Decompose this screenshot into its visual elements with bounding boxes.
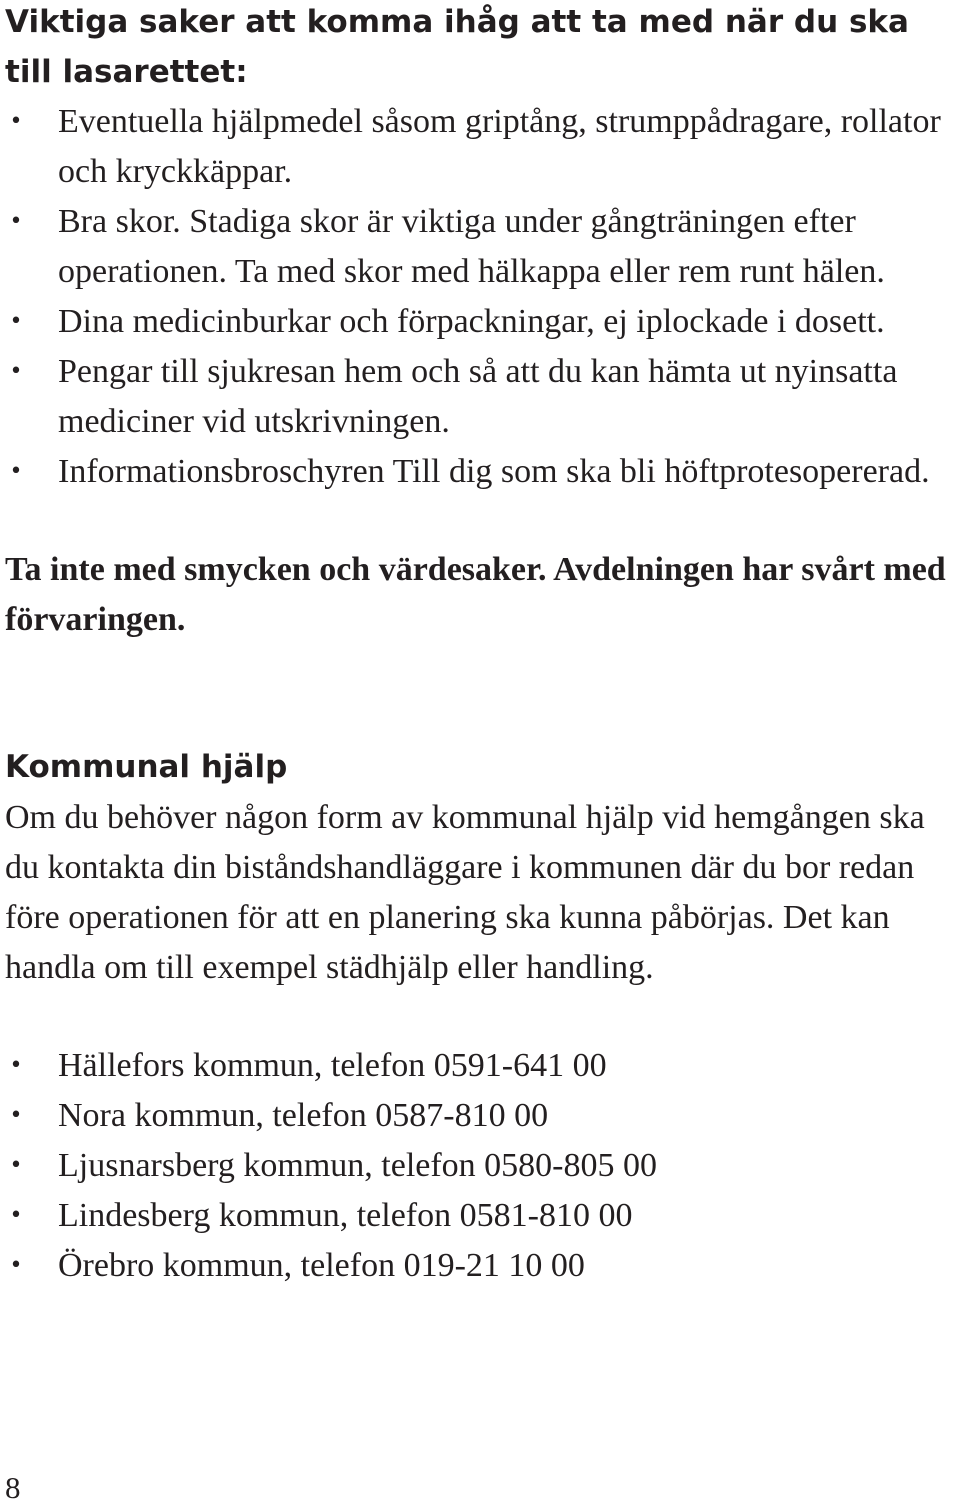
contact-text: Nora kommun, telefon 0587-810 00 <box>58 1097 549 1134</box>
list-item-text: Eventuella hjälpmedel såsom griptång, strumppådragare, rollator och kryckkäppar. <box>58 103 941 190</box>
contact-text: Örebro kommun, telefon 019-21 10 00 <box>58 1247 585 1284</box>
list-item <box>0 1091 960 1141</box>
packing-title: Viktiga saker att komma ihåg att ta med när du ska till lasarettet: <box>5 4 909 90</box>
bullet-icon: • <box>9 1253 23 1278</box>
contact-text: Ljusnarsberg kommun, telefon 0580-805 00 <box>58 1147 658 1184</box>
bullet-icon: • <box>9 1203 23 1228</box>
municipality-contact-list <box>0 1041 960 1291</box>
list-item-text: Bra skor. Stadiga skor är viktiga under gångträningen efter operationen. Ta med skor med hälkappa eller rem runt hälen. <box>58 203 885 290</box>
bullet-icon: • <box>9 459 23 484</box>
list-item <box>0 197 960 297</box>
list-item-text: Informationsbroschyren Till dig som ska bli höftprotesopererad. <box>58 453 930 490</box>
list-item <box>0 447 960 497</box>
list-item <box>0 297 960 347</box>
bullet-icon: • <box>9 1103 23 1128</box>
contact-text: Hällefors kommun, telefon 0591-641 00 <box>58 1047 607 1084</box>
list-item <box>0 347 960 447</box>
list-item <box>0 1141 960 1191</box>
contact-text: Lindesberg kommun, telefon 0581-810 00 <box>58 1197 633 1234</box>
packing-list <box>0 97 960 497</box>
page-number: 8 <box>5 1470 21 1505</box>
valuables-warning: Ta inte med smycken och värdesaker. Avdelningen har svårt med förvaringen. <box>5 551 946 638</box>
bullet-icon: • <box>9 1053 23 1078</box>
bullet-icon: • <box>9 359 23 384</box>
municipal-help-title: Kommunal hjälp <box>5 749 288 785</box>
bullet-icon: • <box>9 209 23 234</box>
bullet-icon: • <box>9 1153 23 1178</box>
list-item-text: Dina medicinburkar och förpackningar, ej iplockade i dosett. <box>58 303 885 340</box>
list-item <box>0 1041 960 1091</box>
list-item-text: Pengar till sjukresan hem och så att du kan hämta ut nyinsatta mediciner vid utskrivningen. <box>58 353 898 440</box>
bullet-icon: • <box>9 309 23 334</box>
bullet-icon: • <box>9 109 23 134</box>
list-item <box>0 1191 960 1241</box>
municipal-help-body: Om du behöver någon form av kommunal hjälp vid hemgången ska du kontakta din biståndshandläggare i kommunen där du bor redan före operationen för att en planering ska kunna påbörjas. Det kan handla om till exempel städhjälp eller handling. <box>5 799 925 986</box>
list-item <box>0 97 960 197</box>
list-item <box>0 1241 960 1291</box>
